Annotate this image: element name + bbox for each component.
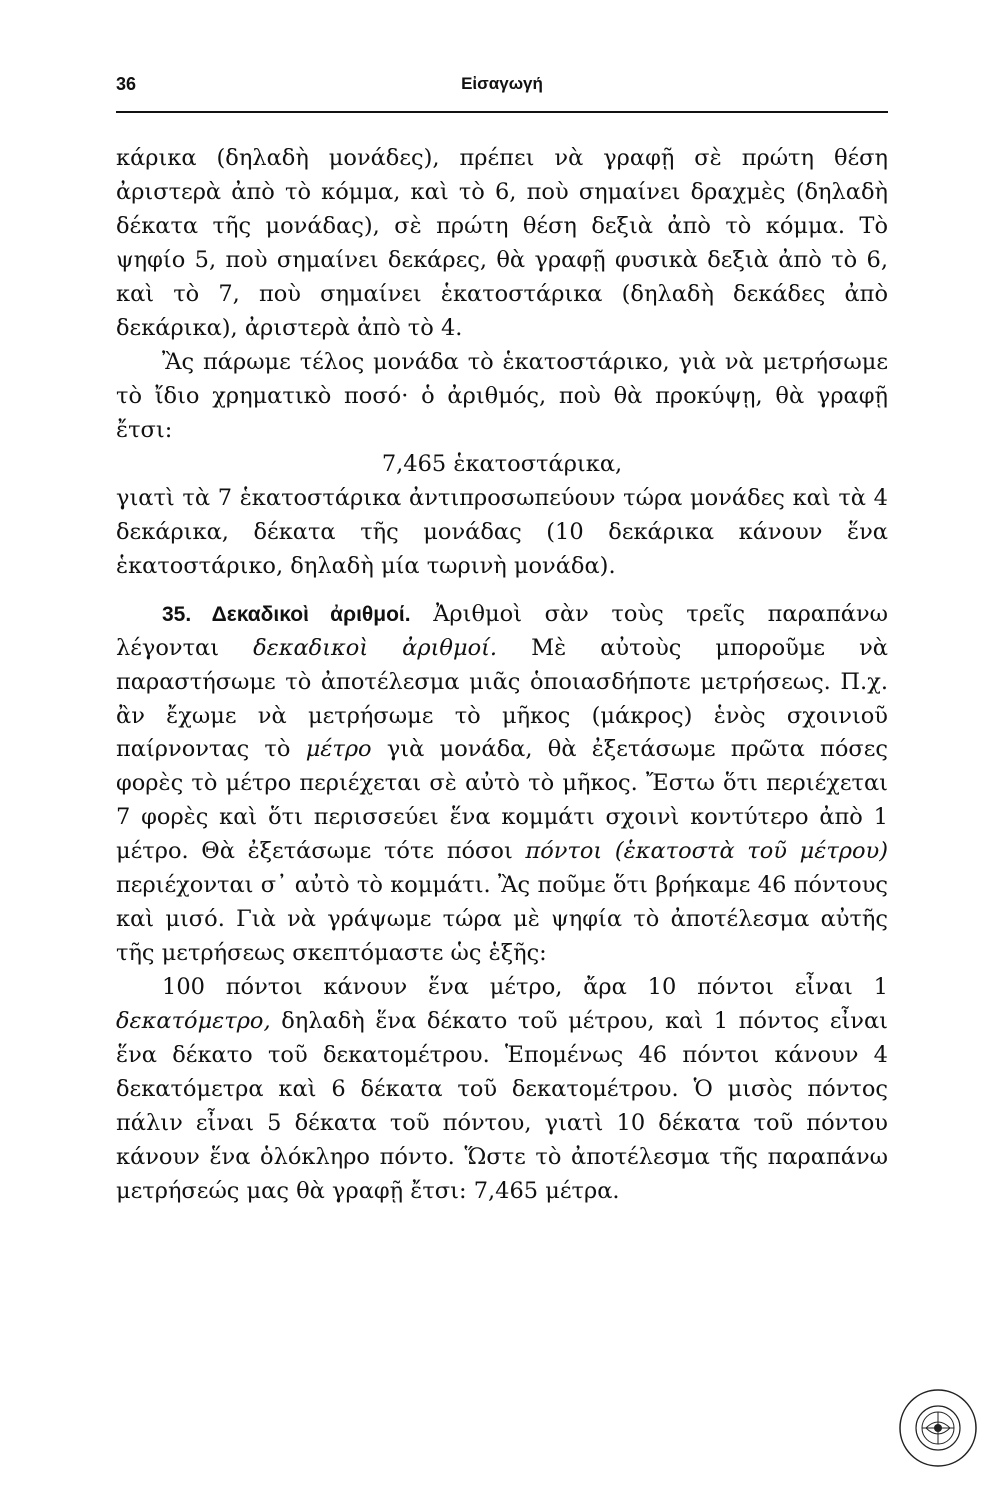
section-text-4: περιέχονται σ᾿ αὐτὸ τὸ κομμάτι. Ἂς ποῦμε ὅτι βρήκαμε 46 πόντους καὶ μισό. Γιὰ νὰ γράψωμε τώρα μὲ ψηφία τὸ ἀποτέλεσμα αὐτῆς τῆς μετρήσεως σκεπτόμαστε ὡς ἑξῆς: bbox=[116, 872, 888, 967]
page-header bbox=[116, 74, 888, 102]
section-text-1: Ἀριθμοὶ σὰν τοὺς τρεῖς παραπάνω λέγονται bbox=[116, 600, 889, 661]
section-italic-2: μέτρο bbox=[305, 736, 372, 763]
foundation-seal-icon bbox=[896, 1386, 980, 1470]
paragraph-2: Ἂς πάρωμε τέλος μονάδα τὸ ἑκατοστάρικο, γιὰ νὰ μετρήσωμε τὸ ἴδιο χρηματικὸ ποσό· ὁ ἀριθμός, ποὺ θὰ προκύψῃ, θὰ γραφῇ ἔτσι: bbox=[116, 348, 888, 443]
section-italic-1: δεκαδικοὶ ἀριθμοί. bbox=[253, 634, 498, 661]
page-body bbox=[116, 142, 888, 1209]
header-rule bbox=[116, 111, 888, 113]
section-heading: 35. Δεκαδικοὶ ἀριθμοί. bbox=[162, 602, 411, 626]
section-italic-3: πόντοι (ἑκατοστὰ τοῦ μέτρου) bbox=[525, 838, 888, 865]
p5-text-1: 100 πόντοι κάνουν ἕνα μέτρο, ἄρα 10 πόντοι εἶναι 1 bbox=[162, 974, 888, 1001]
formula-line: 7,465 ἑκατοστάρικα, bbox=[381, 450, 623, 477]
paragraph-3: γιατὶ τὰ 7 ἑκατοστάρικα ἀντιπροσωπεύουν τώρα μονάδες καὶ τὰ 4 δεκάρικα, δέκατα τῆς μονάδας (10 δεκάρικα κάνουν ἕνα ἑκατοστάρικο, δηλαδὴ μία τωρινὴ μονάδα). bbox=[116, 484, 888, 579]
section-text-2: Μὲ αὐτοὺς μποροῦμε νὰ παραστήσωμε τὸ ἀποτέλεσμα μιᾶς ὁποιασδήποτε μετρήσεως. Π.χ. ἂν ἔχωμε νὰ μετρήσωμε τὸ μῆκος (μάκρος) ἑνὸς σχοινιοῦ παίρνοντας τὸ bbox=[116, 634, 888, 763]
p5-italic: δεκατόμετρο, bbox=[116, 1008, 271, 1035]
paragraph-5 bbox=[116, 971, 888, 1209]
section-paragraph bbox=[116, 598, 888, 972]
running-title: Εἰσαγωγή bbox=[461, 74, 543, 93]
page-number: 36 bbox=[116, 74, 137, 94]
p5-text-2: δηλαδὴ ἕνα δέκατο τοῦ μέτρου, καὶ 1 πόντος εἶναι ἕνα δέκατο τοῦ δεκατομέτρου. Ἑπομένως 46 πόντοι κάνουν 4 δεκατόμετρα καὶ 6 δέκατα τοῦ δεκατομέτρου. Ὁ μισὸς πόντος πάλιν εἶναι 5 δέκατα τοῦ πόντου, γιατὶ 10 δέκατα τοῦ πόντου κάνουν ἕνα ὁλόκληρο πόντο. Ὥστε τὸ ἀποτέλεσμα τῆς παραπάνω μετρήσεώς μας θὰ γραφῇ ἔτσι: 7,465 μέτρα. bbox=[116, 1008, 888, 1205]
paragraph-1: κάρικα (δηλαδὴ μονάδες), πρέπει νὰ γραφῇ σὲ πρώτη θέση ἀριστερὰ ἀπὸ τὸ κόμμα, καὶ τὸ 6, ποὺ σημαίνει δραχμὲς (δηλαδὴ δέκατα τῆς μονάδας), σὲ πρώτη θέση δεξιὰ ἀπὸ τὸ κόμμα. Τὸ ψηφίο 5, ποὺ σημαίνει δεκάρες, θὰ γραφῇ φυσικὰ δεξιὰ ἀπὸ τὸ 6, καὶ τὸ 7, ποὺ σημαίνει ἑκατοστάρικα (δηλαδὴ δεκάδες ἀπὸ δεκάρικα), ἀριστερὰ ἀπὸ τὸ 4. bbox=[116, 145, 888, 341]
section-text-3: γιὰ μονάδα, θὰ ἐξετάσωμε πρῶτα πόσες φορὲς τὸ μέτρο περιέχεται σὲ αὐτὸ τὸ μῆκος. Ἔστω ὅτι περιέχεται 7 φορὲς καὶ ὅτι περισσεύει ἕνα κομμάτι σχοινὶ κοντύτερο ἀπὸ 1 μέτρο. Θὰ ἐξετάσωμε τότε πόσοι bbox=[116, 736, 888, 865]
